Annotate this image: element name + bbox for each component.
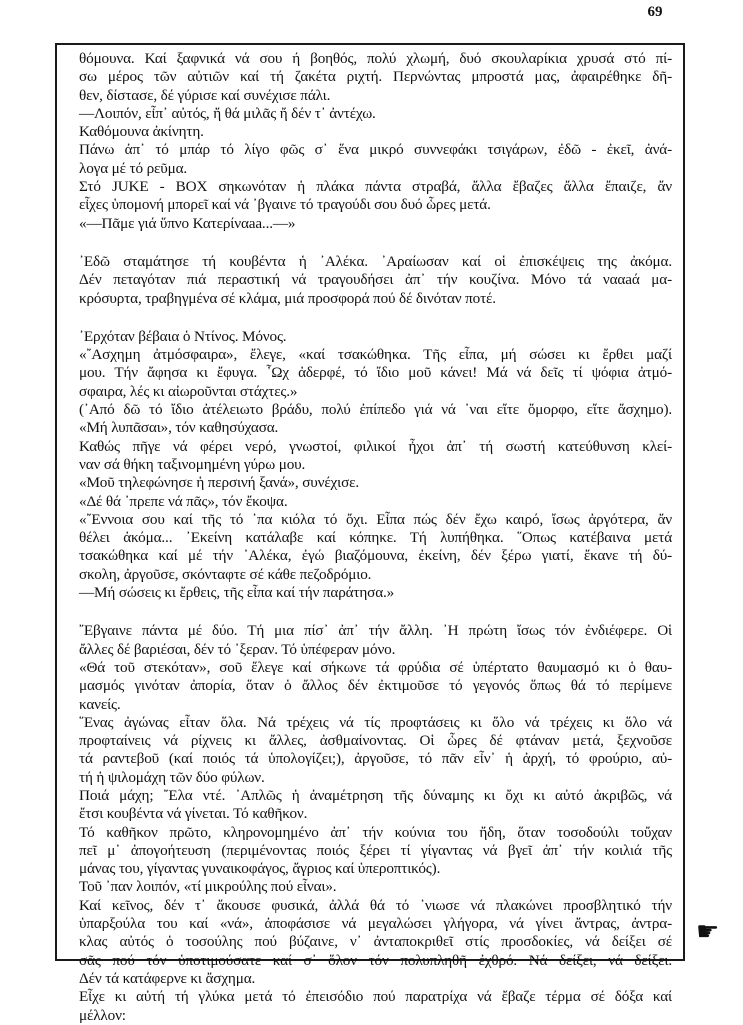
text-line: προφταίνεις νά ρίχνεις κι ἄλλες, ἀσθμαίνοντας. Οἱ ὧρες δέ φτάναν μετά, ξεχνοῦσε: [79, 732, 672, 750]
text-line: «—Πᾶμε γιά ὕπνο Κατερίναaa...—»: [79, 214, 296, 232]
text-block: [79, 328, 672, 602]
text-line: ῞Ενας ἀγώνας εἶταν ὅλα. Νά τρέχεις νά τίς προφτάσεις κι ὅλο νά τρέχεις κι ὅλο νά: [79, 713, 672, 731]
page-number: 69: [647, 4, 663, 20]
text-line: ὑπαρξούλα του καί «νά», ἀποφάσισε νά μεγαλώσει γλήγορα, νά γίνει ἄντρας, ἀντρα-: [79, 915, 672, 933]
text-line: «Μή λυπᾶσαι», τόν καθησύχασα.: [79, 419, 279, 437]
text-line: τή ἡ ψιλομάχη τῶν δύο φύλων.: [79, 768, 265, 786]
text-line: —Μή σώσεις κι ἔρθεις, τῆς εἶπα καί τήν παράτησα.»: [79, 584, 395, 602]
text-line: θέλει ἀκόμα... ᾽Εκείνη κατάλαβε καί κόπηκε. Τή λυπήθηκα. ῞Οπως κατέβαινα μετά: [79, 529, 672, 547]
text-line: Εἶχε κι αὐτή τή γλύκα μετά τό ἐπεισόδιο πού παρατρίχα νά ἔβαζε τέρμα σέ δόξα καί: [79, 988, 672, 1006]
text-line: πεῖ μ᾽ ἀπογοήτευση (περιμένοντας ποιός ξέρει τί γίγαντας νά βγεῖ ἀπ᾽ τήν κοιλιά τῆς: [79, 841, 672, 859]
text-line: Στό JUKE - BOX σηκωνόταν ἡ πλάκα πάντα στραβά, ἄλλα ἔβαζες ἄλλα ἔπαιζε, ἄν: [79, 178, 672, 196]
text-line: Δέν πεταγόταν πιά περαστική νά τραγουδήσει ἀπ᾽ τήν κουζίνα. Μόνο τά νααaά μα-: [79, 271, 672, 289]
text-line: ᾽Ερχόταν βέβαια ὁ Ντίνος. Μόνος.: [79, 327, 287, 345]
text-line: Ποιά μάχη; ῎Ελα ντέ. ᾽Απλῶς ἡ ἀναμέτρηση τῆς δύναμης κι ὄχι κι αὐτό ἀκριβῶς, νά: [79, 786, 672, 804]
text-line: θόμουνα. Καί ξαφνικά νά σου ή βοηθός, πολύ χλωμή, δυό σκουλαρίκια χρυσά στό πί-: [79, 50, 672, 67]
text-line: Δέν τά κατάφερνε κι ἄσχημα.: [79, 969, 256, 987]
paragraph-gap: [79, 602, 672, 622]
text-line: σω μέρος τῶν αὐτιῶν καί τή ζακέτα ριχτή. Περνώντας μπροστά μας, ἀφαιρέθηκε δῆ-: [79, 68, 672, 86]
text-line: κανείς.: [79, 695, 121, 713]
text-line: κρόσυρτα, τραβηγμένα σέ κλάμα, μιά προσφορά πού δέ δινόταν ποτέ.: [79, 289, 496, 307]
text-line: μάνας του, γίγαντας γυναικοφάγος, ἄγριος καί ὑπεροπτικός).: [79, 860, 441, 878]
text-line: μου. Τήν ἄφησα κι ἔφυγα. ῏Ωχ ἀδερφέ, τό ἴδιο μοῦ κάνει! Μά νά δεῖς τί ψόφια ἀτμό-: [79, 364, 672, 382]
text-line: ἄλλες δέ βαριέσαι, δέν τό ᾽ξεραν. Τό ὑπέφεραν μόνο.: [79, 640, 396, 658]
text-line: εἶχες ὑπομονή μπορεῖ καί νά ᾽βγαινε τό τραγούδι σου δυό ὧρες μετά.: [79, 196, 491, 214]
text-line: (᾽Από δῶ τό ἴδιο ἀτέλειωτο βράδυ, πολύ ἐπίπεδο γιά νά ᾽ναι εἴτε ὄμορφο, εἴτε ἄσχημο).: [79, 401, 672, 419]
text-line: ῎Εβγαινε πάντα μέ δύο. Τή μια πίσ᾽ ἀπ᾽ τήν ἄλλη. ᾽Η πρώτη ἴσως τόν ἐνδιέφερε. Οἱ: [79, 622, 672, 640]
text-block: [79, 622, 672, 1025]
text-block: [79, 253, 672, 308]
text-line: θεν, δίστασε, δέ γύρισε καί συνέχισε πάλι.: [79, 86, 331, 104]
text-line: μασμός γινόταν ἀπορία, ὅταν ὁ ἄλλος δέν ἐκτιμοῦσε τό γεγονός ὅπως θά τό περίμενε: [79, 677, 672, 695]
text-line: Πάνω ἀπ᾽ τό μπάρ τό λίγο φῶς σ᾽ ἕνα μικρό συννεφάκι τσιγάρων, ἐδῶ - ἐκεῖ, ἀνά-: [79, 141, 672, 159]
text-line: —Λοιπόν, εἶπ᾽ αὐτός, ἤ θά μιλᾶς ἤ δέν τ᾽ ἀντέχω.: [79, 104, 376, 122]
text-line: «῎Ασχημη ἀτμόσφαιρα», ἔλεγε, «καί τσακώθηκα. Τῆς εἶπα, μή σώσει κι ἔρθει μαζί: [79, 346, 672, 364]
text-line: σᾶς πού τόν ὑποτιμούσατε καί σ᾽ ὅλον τόν πολυπληθῆ ἐχθρό. Νά δείξει, νά δείξει.: [79, 951, 672, 969]
text-line: Καθόμουνα ἀκίνητη.: [79, 123, 204, 141]
text-block: [79, 50, 672, 233]
text-line: σφαιρα, λές κι αἰωροῦνται στάχτες.»: [79, 382, 298, 400]
text-line: Τοῦ ᾽παν λοιπόν, «τί μικρούλης πού εἶναι».: [79, 878, 337, 896]
text-line: Καθώς πῆγε νά φέρει νερό, γνωστοί, φιλικοί ἦχοι ἀπ᾽ τή σωστή κατεύθυνση κλεί-: [79, 437, 672, 455]
text-line: σκολη, ἀργοῦσε, σκόνταφτε σέ κάθε πεζοδρόμιο.: [79, 565, 372, 583]
text-line: Καί κεῖνος, δέν τ᾽ ἄκουσε φυσικά, ἀλλά θά τό ᾽νιωσε νά πλακώνει προσβλητικό τήν: [79, 896, 672, 914]
text-line: μέλλον:: [79, 1006, 126, 1024]
text-line: «῎Εννοια σου καί τῆς τό ᾽πα κιόλα τό ὄχι. Εἶπα πώς δέν ἔχω καιρό, ἴσως ἀργότερα, ἄν: [79, 510, 672, 528]
text-line: Τό καθῆκον πρῶτο, κληρονομημένο ἀπ᾽ τήν κούνια του ἤδη, ὅταν τοσοδούλι τοὔχαν: [79, 823, 672, 841]
text-line: λογα μέ τό ρεῦμα.: [79, 159, 188, 177]
text-line: «Θά τοῦ στεκόταν», σοῦ ἔλεγε καί σήκωνε τά φρύδια σέ ὑπέρτατο θαυμασμό κι ὁ θαυ-: [79, 658, 672, 676]
text-line: ἔτσι κουβέντα νά γίνεται. Τό καθῆκον.: [79, 805, 308, 823]
text-line: ᾽Εδῶ σταμάτησε τή κουβέντα ἡ ᾽Αλέκα. ᾽Αραίωσαν καί οἱ ἐπισκέψεις της ἀκόμα.: [79, 252, 672, 270]
paragraph-gap: [79, 308, 672, 328]
text-line: τσακώθηκα καί μέ τήν ᾽Αλέκα, ἐγώ βιαζόμουνα, ἐκείνη, δέν ξέρω γιατί, ἔκανε τή δύ-: [79, 547, 672, 565]
paragraph-gap: [79, 233, 672, 253]
text-line: «Δέ θά ᾽πρεπε νά πᾶς», τόν ἔκοψα.: [79, 492, 288, 510]
text-line: «Μοῦ τηλεφώνησε ἡ περσινή ξανά», συνέχισε.: [79, 474, 359, 492]
text-line: κλας αὐτός ὁ τοσούλης πού βύζαινε, ν᾽ ἀνταποκριθεῖ στίς προσδοκίες, νά δείξει σέ: [79, 933, 672, 951]
text-line: ναν σά θήκη ταξινομημένη γύρω μου.: [79, 455, 306, 473]
pointing-hand-icon: ☛: [696, 917, 720, 946]
text-line: τά ραντεβοῦ (καί ποιός τά ὑπολογίζει;), ἀργοῦσε, τό πᾶν εἶν᾽ ἡ ἀρχή, τό φρούριο, αὐ-: [79, 750, 672, 768]
body-text: [79, 50, 672, 1025]
